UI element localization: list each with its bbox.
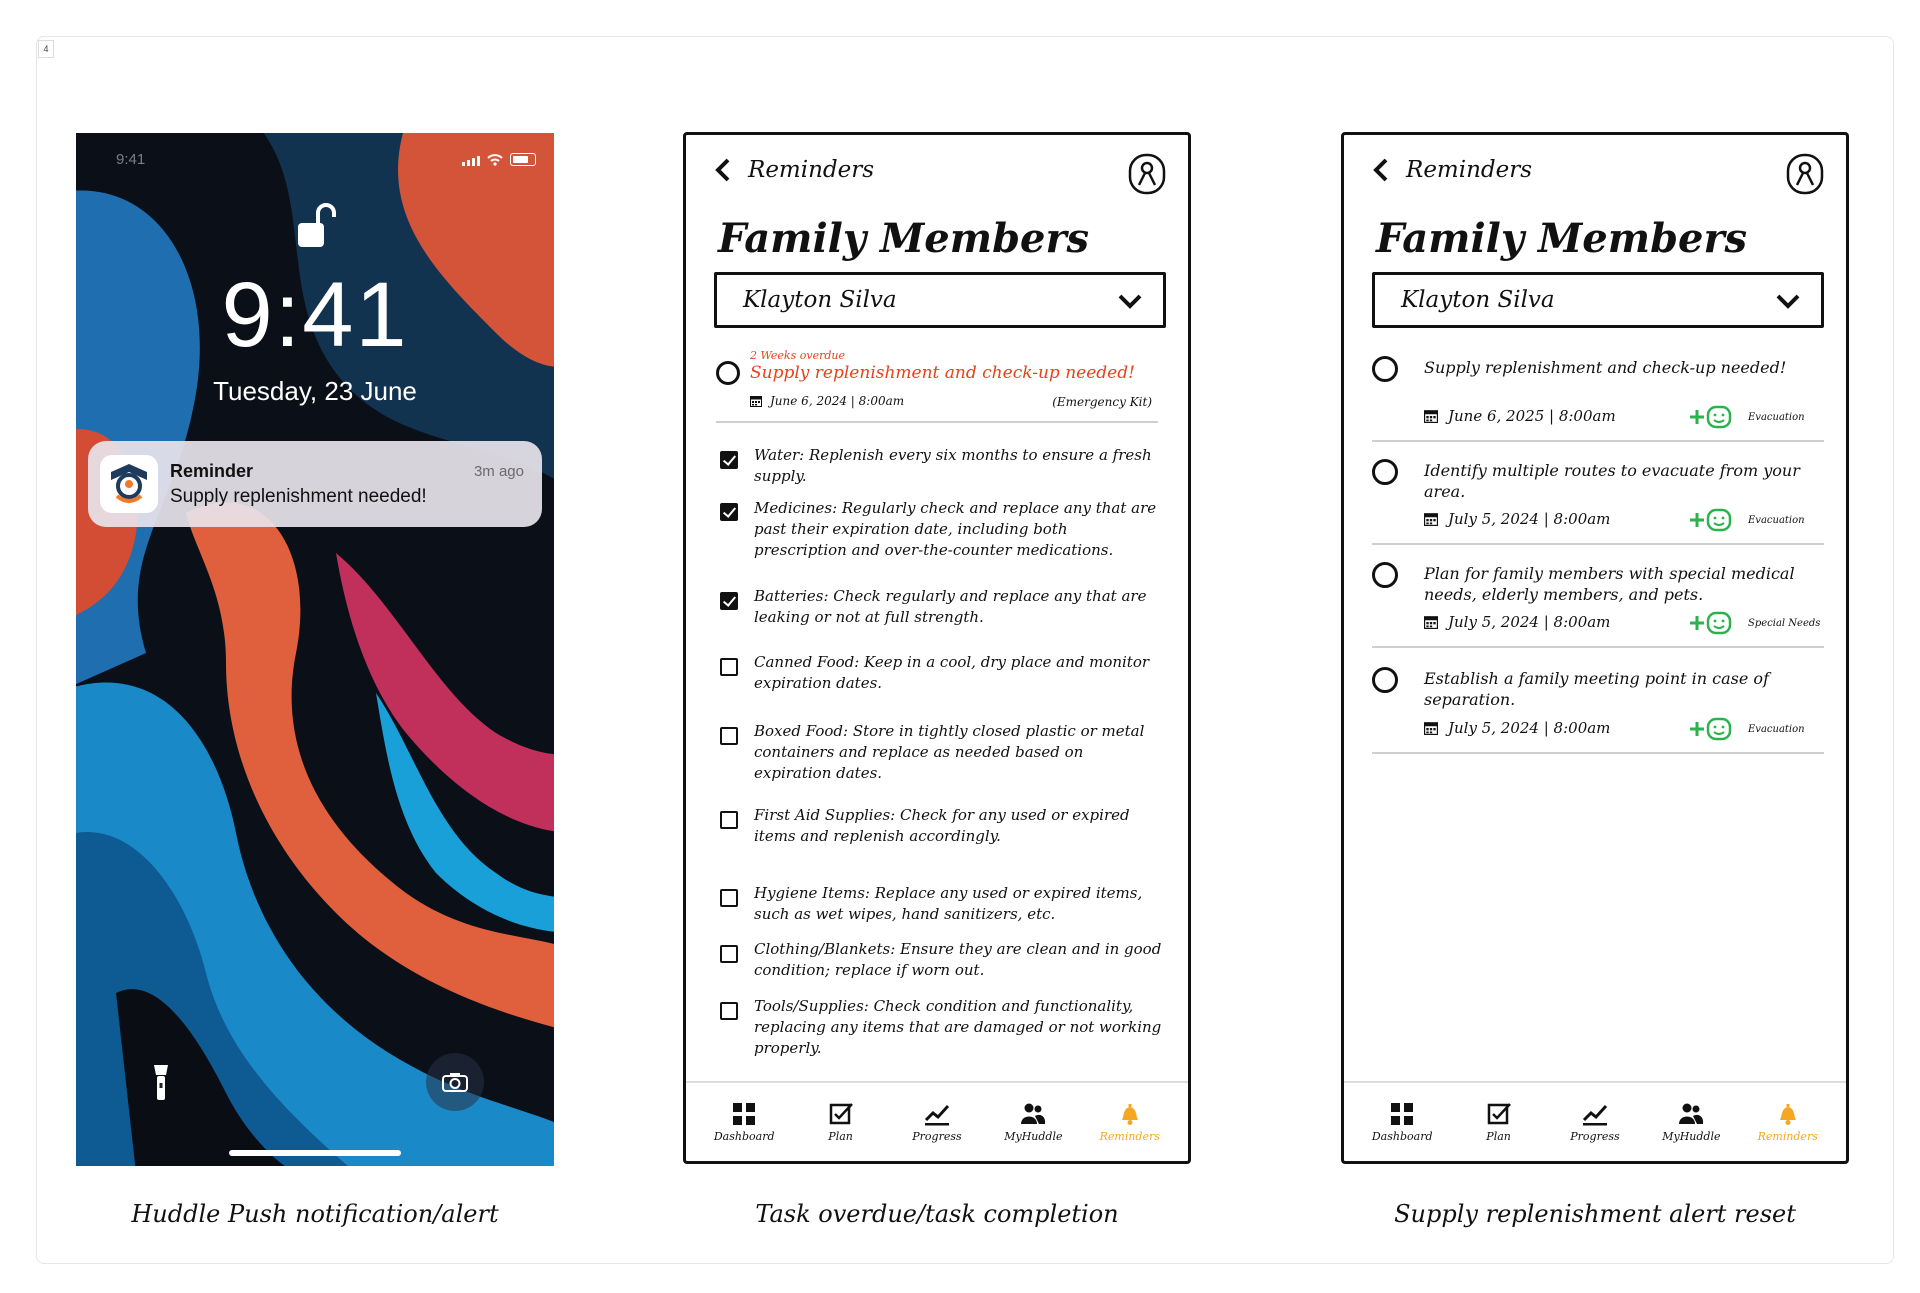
overdue-task-tag: (Emergency Kit) — [1052, 395, 1152, 409]
task-radio[interactable] — [1372, 356, 1398, 382]
add-smile-icon — [1688, 508, 1734, 532]
task-text: Identify multiple routes to evacuate from your area. — [1424, 461, 1800, 501]
nav-plan[interactable] — [1459, 1102, 1539, 1143]
calendar-icon — [1424, 512, 1438, 526]
checkbox-batteries[interactable] — [720, 592, 738, 610]
reset-screen — [1341, 132, 1849, 1164]
task-date: July 5, 2024 | 8:00am — [1448, 613, 1611, 631]
lock-screen — [76, 133, 554, 1166]
checklist-item-water: Water: Replenish every six months to ensure a fresh supply. — [754, 446, 1152, 485]
nav-label-progress: Progress — [912, 1129, 962, 1143]
task-text: Establish a family meeting point in case of separation. — [1424, 669, 1769, 709]
task-meta — [1424, 613, 1610, 631]
checklist-item-boxed-food: Boxed Food: Store in tightly closed plastic or metal containers and replace as needed based on expiration dates. — [754, 722, 1145, 782]
nav-myhuddle[interactable] — [993, 1102, 1073, 1143]
checkbox-canned-food[interactable] — [720, 658, 738, 676]
back-chevron-icon — [1372, 158, 1388, 182]
back-button[interactable] — [1372, 157, 1532, 183]
back-chevron-icon — [714, 158, 730, 182]
add-task-button[interactable] — [1688, 405, 1805, 429]
checklist-item-medicines: Medicines: Regularly check and replace any that are past their expiration date, including both prescription and over-the-counter medications. — [754, 499, 1157, 559]
member-select[interactable] — [1372, 272, 1824, 328]
reminder-notification[interactable] — [88, 441, 542, 527]
dashboard-icon — [1389, 1102, 1415, 1126]
task-meta — [1424, 510, 1610, 528]
checkbox-first-aid[interactable] — [720, 811, 738, 829]
unlock-icon — [296, 201, 336, 251]
add-task-button[interactable] — [1688, 717, 1805, 741]
divider — [1372, 543, 1824, 545]
signal-icon — [462, 156, 480, 166]
divider — [1372, 752, 1824, 754]
member-select[interactable] — [714, 272, 1166, 328]
task-date: July 5, 2024 | 8:00am — [1448, 719, 1611, 737]
caption-reset: Supply replenishment alert reset — [1394, 1200, 1796, 1228]
profile-icon[interactable] — [1128, 153, 1166, 195]
page-title: Family Members — [718, 215, 1090, 262]
dashboard-icon — [731, 1102, 757, 1126]
calendar-icon — [1424, 721, 1438, 735]
nav-label-myhuddle: MyHuddle — [1662, 1129, 1721, 1143]
checkbox-clothing[interactable] — [720, 945, 738, 963]
nav-label-dashboard: Dashboard — [1371, 1129, 1433, 1143]
task-date: July 5, 2024 | 8:00am — [1448, 510, 1611, 528]
checklist-item-hygiene: Hygiene Items: Replace any used or expired items, such as wet wipes, hand sanitizers, etc. — [754, 884, 1143, 923]
calendar-icon — [750, 395, 762, 407]
chevron-down-icon — [1775, 293, 1801, 309]
profile-icon[interactable] — [1786, 153, 1824, 195]
calendar-icon — [1424, 615, 1438, 629]
task-tag: Special Needs — [1748, 617, 1821, 629]
bottom-nav — [1344, 1081, 1846, 1161]
overdue-note: 2 Weeks overdue — [750, 349, 845, 362]
nav-progress[interactable] — [1555, 1102, 1635, 1143]
task-tag: Evacuation — [1748, 514, 1805, 526]
task-radio[interactable] — [1372, 667, 1398, 693]
overdue-task-text: Supply replenishment and check-up needed! — [750, 363, 1135, 383]
add-smile-icon — [1688, 717, 1734, 741]
checkbox-water[interactable] — [720, 451, 738, 469]
overdue-task-meta — [750, 394, 904, 408]
task-radio[interactable] — [1372, 562, 1398, 588]
checklist-item-tools: Tools/Supplies: Check condition and functionality, replacing any items that are damaged or not working properly. — [754, 997, 1162, 1057]
progress-icon — [1582, 1102, 1608, 1126]
huddle-logo-icon — [107, 462, 151, 506]
nav-label-progress: Progress — [1570, 1129, 1620, 1143]
bell-icon — [1775, 1102, 1801, 1126]
nav-myhuddle[interactable] — [1651, 1102, 1731, 1143]
divider — [1372, 646, 1824, 648]
checkbox-tools[interactable] — [720, 1002, 738, 1020]
add-task-button[interactable] — [1688, 508, 1805, 532]
group-icon — [1020, 1102, 1046, 1126]
status-icons — [462, 153, 536, 166]
lock-date: Tuesday, 23 June — [213, 376, 417, 406]
nav-progress[interactable] — [897, 1102, 977, 1143]
nav-dashboard[interactable] — [1362, 1102, 1442, 1143]
back-label: Reminders — [748, 157, 875, 183]
camera-icon — [442, 1072, 468, 1092]
camera-button[interactable] — [426, 1053, 484, 1111]
plan-icon — [1486, 1102, 1512, 1126]
caption-lock-screen: Huddle Push notification/alert — [131, 1200, 499, 1228]
task-date: June 6, 2025 | 8:00am — [1448, 407, 1616, 425]
status-time: 9:41 — [116, 151, 146, 168]
wifi-icon — [487, 154, 503, 166]
notification-body: Supply replenishment needed! — [170, 486, 427, 507]
task-meta — [1424, 407, 1616, 425]
huddle-app-icon — [100, 455, 158, 513]
page-title: Family Members — [1376, 215, 1748, 262]
checkbox-hygiene[interactable] — [720, 889, 738, 907]
notification-title: Reminder — [170, 461, 254, 481]
battery-icon — [510, 153, 536, 166]
nav-label-plan: Plan — [828, 1129, 853, 1143]
overdue-task-date: June 6, 2024 | 8:00am — [770, 394, 905, 408]
bell-icon — [1117, 1102, 1143, 1126]
checkbox-boxed-food[interactable] — [720, 727, 738, 745]
nav-dashboard[interactable] — [704, 1102, 784, 1143]
calendar-icon — [1424, 409, 1438, 423]
checkbox-medicines[interactable] — [720, 503, 738, 521]
nav-plan[interactable] — [801, 1102, 881, 1143]
overdue-screen — [683, 132, 1191, 1164]
divider — [1372, 440, 1824, 442]
nav-reminders[interactable] — [1748, 1102, 1828, 1143]
add-task-button[interactable] — [1688, 611, 1820, 635]
nav-label-dashboard: Dashboard — [713, 1129, 775, 1143]
divider — [716, 421, 1158, 423]
task-text: Supply replenishment and check-up needed! — [1424, 358, 1787, 377]
plan-icon — [828, 1102, 854, 1126]
task-meta — [1424, 719, 1610, 737]
add-smile-icon — [1688, 611, 1734, 635]
task-text: Plan for family members with special medical needs, elderly members, and pets. — [1424, 564, 1795, 604]
nav-label-myhuddle: MyHuddle — [1004, 1129, 1063, 1143]
add-smile-icon — [1688, 405, 1734, 429]
overdue-task-radio[interactable] — [716, 361, 740, 385]
nav-label-reminders: Reminders — [1757, 1129, 1818, 1143]
task-radio[interactable] — [1372, 459, 1398, 485]
caption-overdue: Task overdue/task completion — [755, 1200, 1119, 1228]
task-tag: Evacuation — [1748, 723, 1805, 735]
checklist-item-clothing: Clothing/Blankets: Ensure they are clean and in good condition; replace if worn out. — [754, 940, 1162, 979]
bottom-nav — [686, 1081, 1188, 1161]
checklist-item-canned-food: Canned Food: Keep in a cool, dry place and monitor expiration dates. — [754, 653, 1150, 692]
member-select-value: Klayton Silva — [743, 287, 897, 313]
task-tag: Evacuation — [1748, 411, 1805, 423]
page-number: 4 — [38, 40, 54, 58]
checklist-item-first-aid: First Aid Supplies: Check for any used or expired items and replenish accordingly. — [754, 806, 1130, 845]
progress-icon — [924, 1102, 950, 1126]
back-label: Reminders — [1406, 157, 1533, 183]
home-indicator[interactable] — [229, 1150, 401, 1156]
back-button[interactable] — [714, 157, 874, 183]
lock-time: 9:41 — [221, 264, 409, 366]
nav-label-plan: Plan — [1486, 1129, 1511, 1143]
nav-label-reminders: Reminders — [1099, 1129, 1160, 1143]
checklist-item-batteries: Batteries: Check regularly and replace any that are leaking or not at full strength. — [754, 587, 1147, 626]
group-icon — [1678, 1102, 1704, 1126]
chevron-down-icon — [1117, 293, 1143, 309]
flashlight-icon[interactable] — [146, 1061, 176, 1105]
member-select-value: Klayton Silva — [1401, 287, 1555, 313]
notification-age: 3m ago — [473, 463, 524, 480]
nav-reminders[interactable] — [1090, 1102, 1170, 1143]
